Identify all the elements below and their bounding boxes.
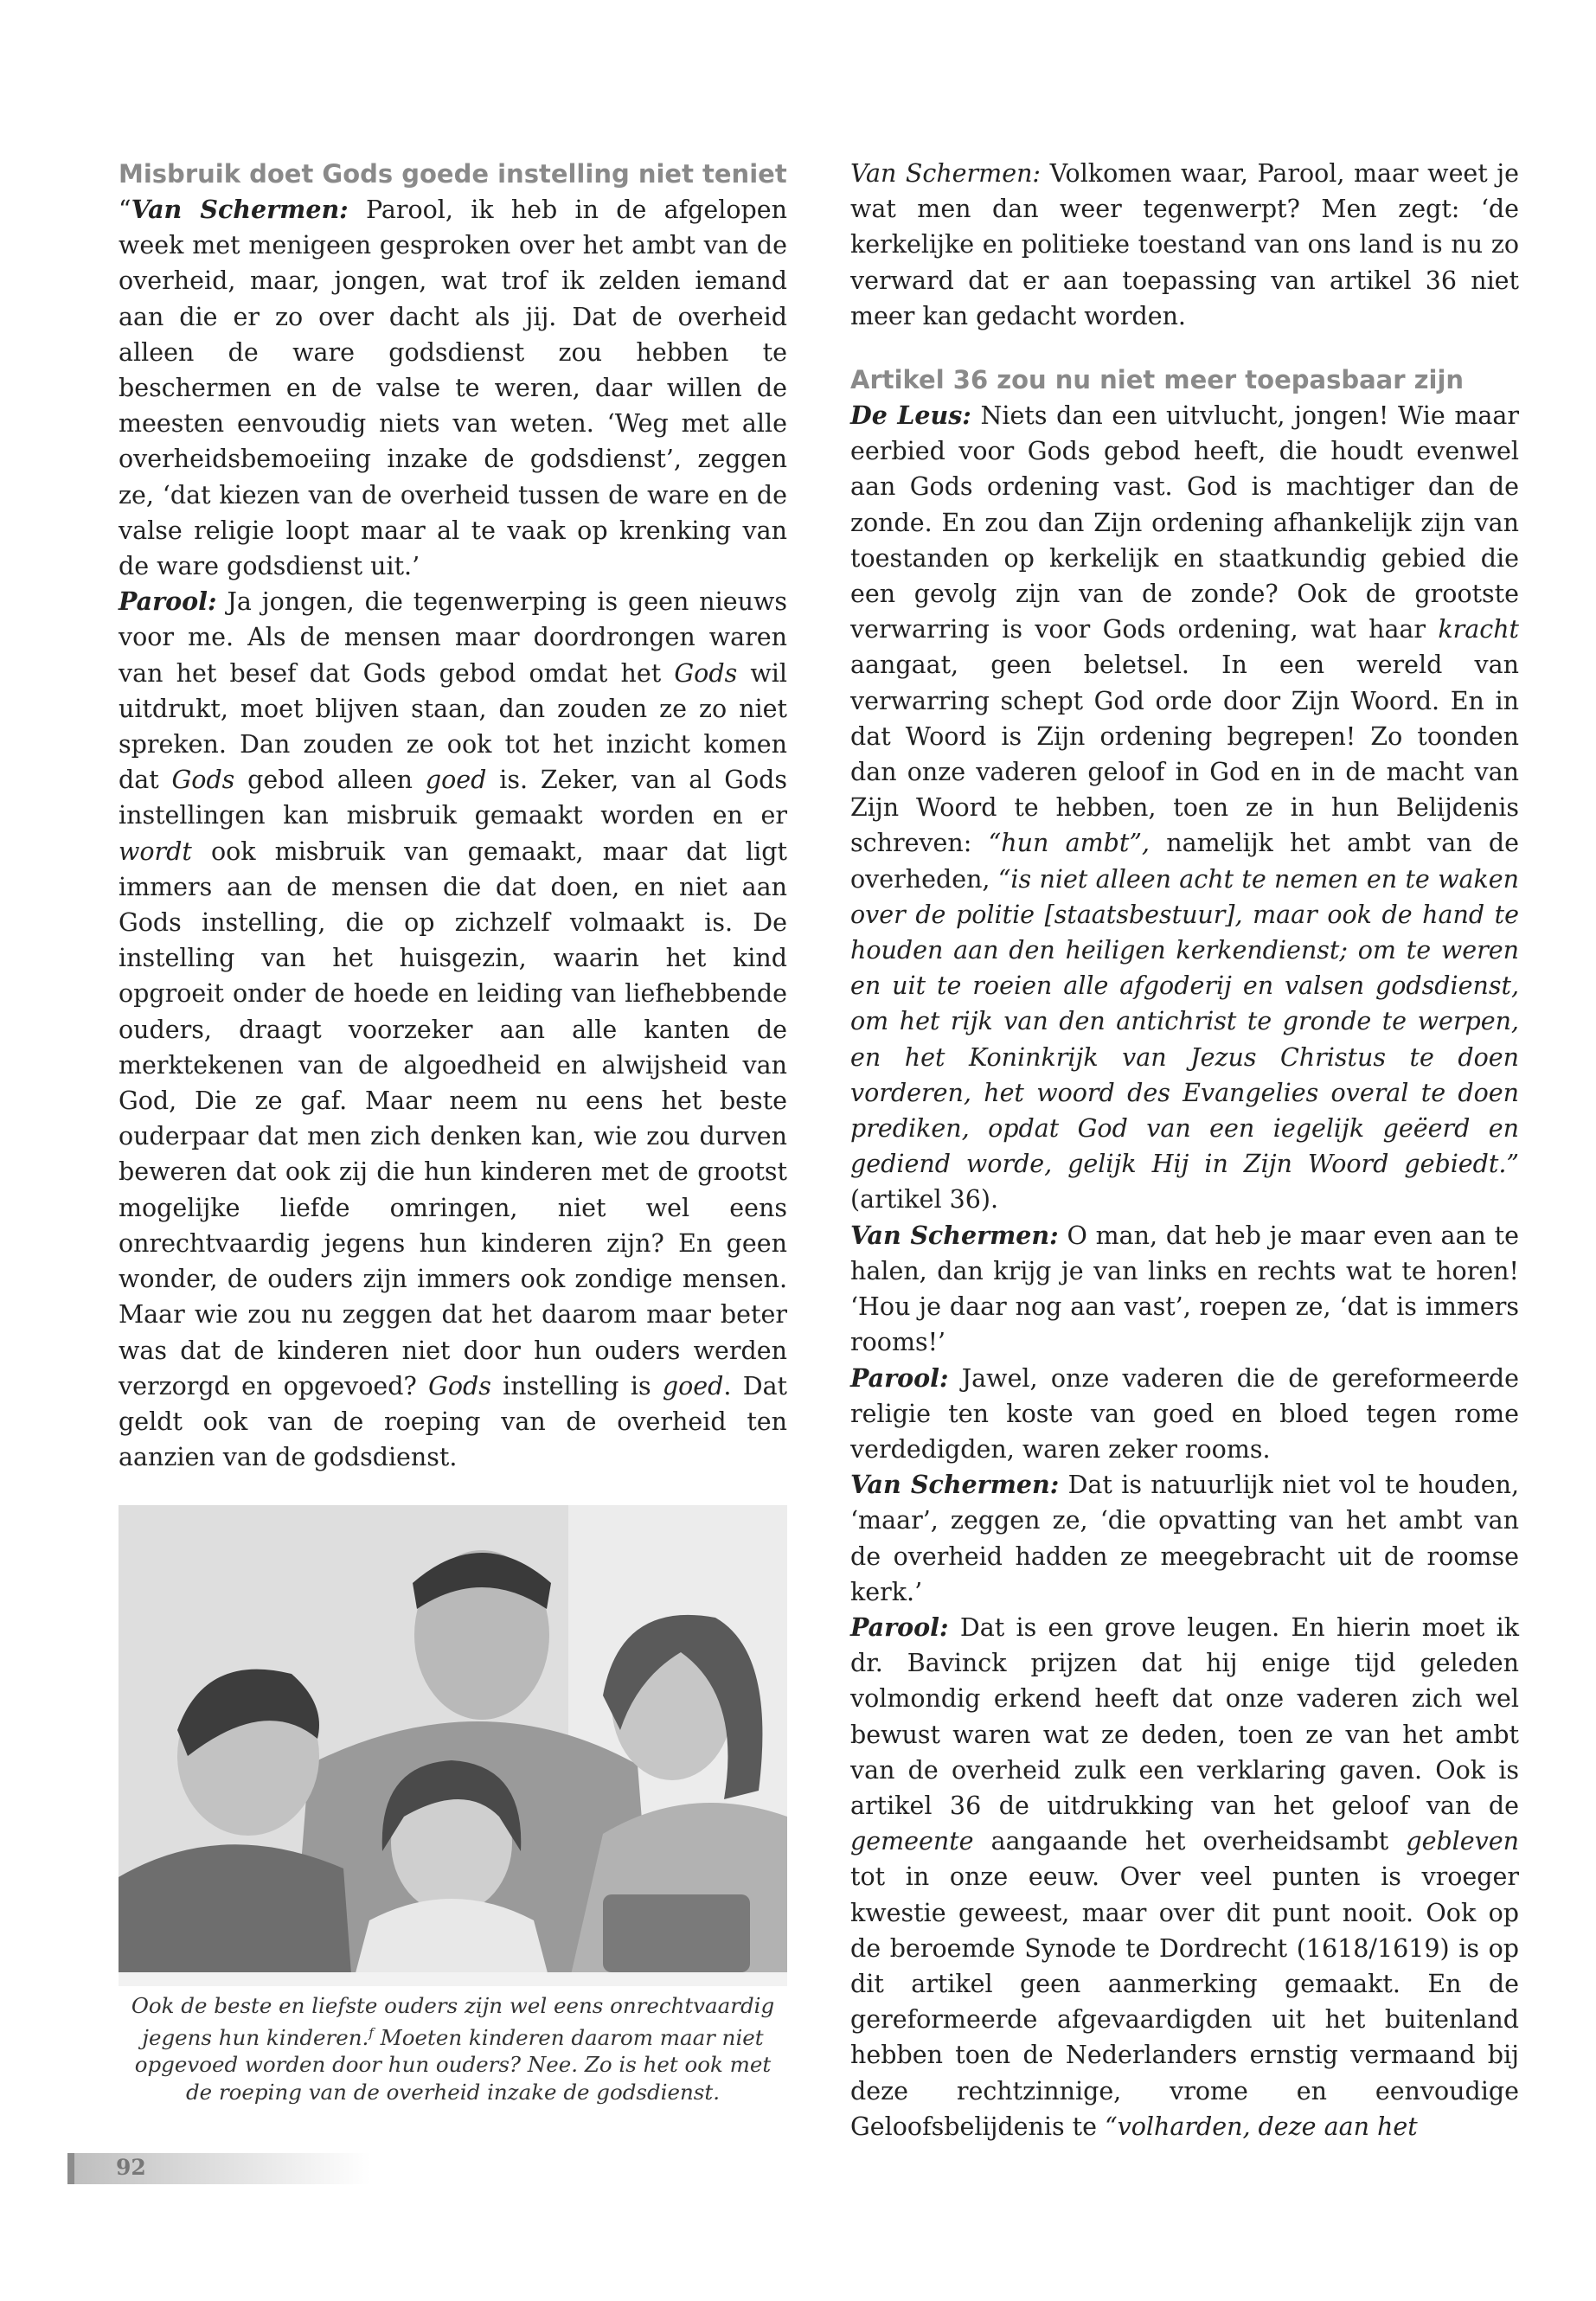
page-number-bar — [67, 2153, 370, 2184]
speaker-name: De Leus: — [850, 401, 971, 431]
paragraph-text: gebod alleen — [234, 766, 426, 795]
paragraph-text: ook misbruik van gemaakt, maar dat ligt immers aan de mensen die dat doen, en niet aan Gods instelling, die op zichzelf volmaakt is. De instelling van het huisgezin, waarin het kind opgroeit onder de hoede en leiding van liefhebbende ouders, draagt voorzeker aan alle kanten de merktekenen van de algoedheid en alwijsheid van God, Die ze gaf. Maar neem nu eens het beste ouderpaar dat men zich denken kan, wie zou durven beweren dat ook zij die hun kinderen met de grootst mogelijke liefde omringen, niet wel eens onrechtvaardig jegens hun kinderen zijn? En geen wonder, de ouders zijn immers ook zondige mensen. Maar wie zou nu zeggen dat het daarom maar beter was dat de kinderen niet door hun ouders werden verzorgd en opgevoed? — [119, 836, 787, 1400]
paragraph-text: is. Zeker, van al Gods instellingen kan misbruik gemaakt worden en er — [119, 766, 787, 830]
paragraph-text: namelijk het ambt van de overheden, — [850, 829, 1519, 894]
paragraph-text: aangaat, geen beletsel. In een wereld van verwarring schept God orde door Zijn Woord. En in dat Woord is Zijn ordening begrepen! Zo toonden dan onze vaderen geloof in God en in de macht van Zijn Woord te hebben, toen ze in hun Belijdenis schreven: — [850, 651, 1519, 858]
paragraph-text: instelling is — [490, 1371, 663, 1400]
paragraph — [850, 1218, 1519, 1361]
emphasis: Gods — [428, 1371, 491, 1400]
emphasis: goed — [425, 766, 487, 795]
quoted-article: “is niet alleen acht te nemen en te waken over de politie [staatsbestuur], maar ook de hand te houden aan den heiligen kerkendienst; om te weren en uit te roeien alle afgoderij en valsen godsdienst, om het rijk van den antichrist te gronde te werpen, en het Koninkrijk van Jezus Christus te doen vorderen, het woord des Evangelies overal te doen prediken, opdat God van een iegelijk geëerd en gediend worde, gelijk Hij in Zijn Woord gebiedt.” — [850, 864, 1519, 1179]
emphasis: gemeente — [850, 1827, 974, 1856]
caption-text: Moeten kinderen daarom maar niet opgevoed worden door hun ouders? Nee. Zo is het ook met de roeping van de overheid inzake de godsdienst. — [134, 2024, 772, 2105]
family-photo-illustration — [119, 1505, 787, 1986]
paragraph-text: Parool, ik heb in de afgelopen week met menigeen gesproken over het ambt van de overheid, maar, jongen, wat trof ik zelden iemand aan die er zo over dacht als jij. Dat de overheid alleen de ware godsdienst zou hebben te beschermen en de valse te weren, daar willen de meesten eenvoudig niets van weten. ‘Weg met alle overheidsbemoeiing inzake de godsdienst’, zeggen ze, ‘dat kiezen van de overheid tussen de ware en de valse religie loopt maar al te vaak op krenking van de ware godsdienst uit.’ — [119, 195, 787, 581]
paragraph-text: wil uitdrukt, moet blijven staan, dan zouden ze zo niet spreken. Dan zouden ze ook tot het inzicht komen dat — [119, 658, 787, 795]
paragraph-text: (artikel 36). — [850, 1185, 999, 1215]
speaker-name: Parool: — [850, 1612, 949, 1642]
paragraph — [119, 192, 787, 584]
paragraph-text: . Dat geldt ook van de roeping van de overheid ten aanzien van de godsdienst. — [119, 1371, 788, 1472]
emphasis: kracht — [1438, 615, 1519, 644]
emphasis: Gods — [171, 766, 235, 795]
speaker-name: Van Schermen: — [850, 1470, 1060, 1500]
paragraph — [850, 156, 1519, 334]
paragraph — [850, 1610, 1519, 2144]
paragraph-text: Jawel, onze vaderen die de gereformeerde religie ten koste van goed en bloed tegen rome verdedigden, waren zeker rooms. — [850, 1363, 1519, 1464]
family-photo — [119, 1505, 787, 1986]
emphasis: goed — [662, 1371, 724, 1400]
emphasis: Gods — [674, 658, 738, 688]
speaker-name: Parool: — [850, 1362, 949, 1393]
caption-text: Ook de beste en liefste ouders zijn wel eens onrechtvaardig jegens hun kinderen. — [131, 1993, 775, 2050]
quote-mark: “ — [119, 195, 131, 224]
section-heading: Misbruik doet Gods goede instelling niet teniet — [119, 159, 787, 189]
paragraph-text: Dat is een grove leugen. En hierin moet ik dr. Bavinck prijzen dat hij enige tijd geleden volmondig erkend heeft dat onze vaderen zich wel bewust waren wat ze deden, toen ze van het ambt van de overheid zulk een verklaring gaven. Ook is artikel 36 de uitdrukking van het geloof van de — [850, 1612, 1519, 1820]
section-heading: Artikel 36 zou nu niet meer toepasbaar zijn — [850, 365, 1465, 395]
speaker-name: Van Schermen: — [131, 195, 349, 224]
paragraph-text: aangaande het overheidsambt — [973, 1827, 1407, 1856]
emphasis: “volharden, deze aan het — [1105, 2112, 1418, 2141]
photo-caption — [119, 1992, 787, 2106]
paragraph — [850, 398, 1519, 1218]
speaker-name: Van Schermen: — [850, 1220, 1059, 1250]
paragraph — [850, 1361, 1519, 1468]
paragraph — [119, 584, 787, 1475]
paragraph-text: Dat is natuurlijk niet vol te houden, ‘maar’, zeggen ze, ‘die opvatting van het ambt van de overheid hadden ze meegebracht uit de roomse kerk.’ — [850, 1471, 1519, 1606]
paragraph — [850, 1467, 1519, 1610]
right-column — [850, 156, 1519, 2144]
page-number: 92 — [116, 2155, 146, 2180]
emphasis: wordt — [119, 836, 192, 866]
speaker-name: Parool: — [119, 586, 217, 617]
paragraph-text: O man, dat heb je maar even aan te halen, dan krijg je van links en rechts wat te horen! ‘Hou je daar nog aan vast’, roepen ze, ‘dat is immers rooms!’ — [850, 1221, 1519, 1357]
paragraph-text: Niets dan een uitvlucht, jongen! Wie maar eerbied voor Gods gebod heeft, die houdt evenwel aan Gods ordening vast. God is machtiger dan de zonde. En zou dan Zijn ordening afhankelijk zijn van toestanden op kerkelijk en staatkundig gebied die een gevolg zijn van de zonde? Ook de grootste verwarring is voor Gods ordening, wat haar — [850, 401, 1519, 644]
emphasis: “hun ambt”, — [988, 829, 1150, 858]
emphasis: gebleven — [1406, 1827, 1519, 1856]
paragraph-text: tot in onze eeuw. Over veel punten is vroeger kwestie geweest, maar over dit punt nooit. Ook op de beroemde Synode te Dordrecht (1618/1619) is op dit artikel geen aanmerking gemaakt. En de gereformeerde afgevaardigden uit het buitenland hebben toen de Nederlanders ernstig vermaand bij deze rechtzinnige, vrome en eenvoudige Geloofsbelijdenis te — [850, 1862, 1519, 2141]
speaker-name: Van Schermen: — [850, 159, 1042, 188]
paragraph-text: Ja jongen, die tegenwerping is geen nieuws voor me. Als de mensen maar doordrongen waren van het besef dat Gods gebod omdat het — [119, 587, 787, 688]
footnote-marker: f — [369, 2024, 374, 2041]
paragraph-text: Volkomen waar, Parool, maar weet je wat men dan weer tegenwerpt? Men zegt: ‘de kerkelijke en politieke toestand van ons land is nu zo verward dat er aan toepassing van artikel 36 niet meer kan gedacht worden. — [850, 159, 1519, 330]
left-column — [119, 156, 787, 1475]
